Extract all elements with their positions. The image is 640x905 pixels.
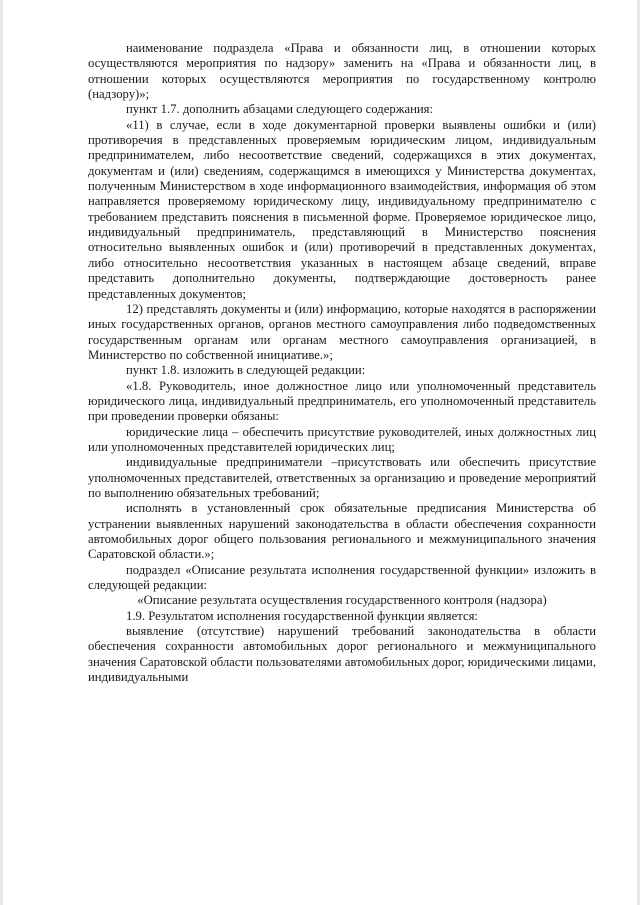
paragraph-execute-orders: исполнять в установленный срок обязательные предписания Министерства об устранении выявленных нарушений законодательства в области обеспечения сохранности автомобильных дорог общего пользования регионального и межмуниципального значения Саратовской области.»;: [88, 501, 596, 562]
paragraph-entrepreneurs: индивидуальные предприниматели –присутствовать или обеспечить присутствие уполномоченных представителей, ответственных за организацию и проведение мероприятий по выполнению обязательных требований;: [88, 455, 596, 500]
scan-edge-left: [0, 0, 3, 905]
document-page: [88, 41, 596, 685]
paragraph-clause-12: 12) представлять документы и (или) информацию, которые находятся в распоряжении иных государственных органов, органов местного самоуправления либо подведомственных государственным органам или органам местного самоуправления организацией, в Министерство по собственной инициативе.»;: [88, 301, 596, 362]
paragraph-subsection-description: подраздел «Описание результата исполнения государственной функции» изложить в следующей редакции:: [88, 562, 596, 593]
section-heading: «Описание результата осуществления государственного контроля (надзора): [137, 593, 547, 608]
paragraph-rename-subsection: наименование подраздела «Права и обязанности лиц, в отношении которых осуществляются мероприятия по надзору» заменить на «Права и обязанности лиц, в отношении которых осуществляются мероприятия по государственному контролю (надзору)»;: [88, 41, 596, 102]
paragraph-clause-11: «11) в случае, если в ходе документарной проверки выявлены ошибки и (или) противоречия в представленных проверяемым юридическим лицом, индивидуальным предпринимателем, либо несоответствие сведений, содержащихся в этих документах, документам и (или) сведениям, содержащимся в имеющихся у Министерства документах, полученным Министерством в ходе информационного взаимодействия, информация об этом направляется проверяемому юридическому лицу, индивидуальному предпринимателю с требованием представить пояснения в письменной форме. Проверяемое юридическое лицо, индивидуальный предприниматель, представляющий в Министерство пояснения относительно выявленных ошибок и (или) противоречий в представленных документах, либо относительно несоответствия указанных в настоящем абзаце сведений, вправе представить дополнительно документы, подтверждающие достоверность ранее представленных документов;: [88, 117, 596, 301]
paragraph-item-1-7: пункт 1.7. дополнить абзацами следующего содержания:: [126, 102, 434, 117]
paragraph-1-9: 1.9. Результатом исполнения государственной функции является:: [126, 608, 478, 623]
paragraph-detection: выявление (отсутствие) нарушений требований законодательства в области обеспечения сохранности автомобильных дорог регионального и межмуниципального значения Саратовской области пользователями автомобильных дорог, юридическими лицами, индивидуальными: [88, 624, 597, 685]
paragraph-1-8-text: «1.8. Руководитель, иное должностное лицо или уполномоченный представитель юридического лица, индивидуальный предприниматель, его уполномоченный представитель при проведении проверки обязаны:: [88, 378, 596, 424]
paragraph-item-1-8: пункт 1.8. изложить в следующей редакции:: [126, 363, 366, 378]
paragraph-legal-entities: юридические лица – обеспечить присутствие руководителей, иных должностных лиц или уполномоченных представителей юридических лиц;: [88, 424, 596, 454]
